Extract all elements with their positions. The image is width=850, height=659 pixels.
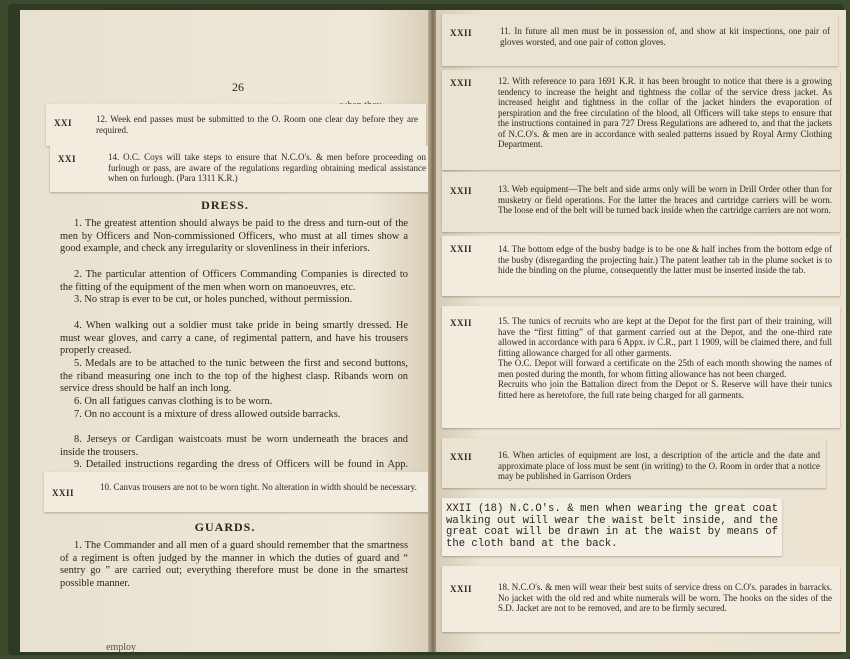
amendment-slip-11	[442, 14, 838, 66]
amendment-slip-18-typed	[442, 498, 782, 556]
dress-para: 7. On no account is a mixture of dress allowed outside barracks.	[74, 409, 341, 420]
amendment-slip-12	[46, 104, 426, 146]
slip-tag: XXII	[450, 28, 473, 38]
page-number: 26	[232, 80, 244, 94]
dress-para: 1. The greatest attention should always be paid to the dress and turn-out of the men by Officers and Non-commissioned Officers, who must at all times show a good example, and check any irregularity or slovenliness in their inferiors.	[60, 218, 408, 255]
slip-tag: XXII	[450, 244, 473, 254]
amendment-slip-14	[442, 236, 840, 296]
slip-text: XXII (18) N.C.O's. & men when wearing the great coat walking out will wear the waist belt inside, and the great coat will be drawn in at the waist by means of the cloth band at the back.	[446, 503, 778, 550]
amendment-slip-15	[442, 306, 840, 428]
slip-text: 14. O.C. Coys will take steps to ensure that N.C.O's. & men before proceeding on furlough or pass, are aware of the regulations regarding obtaining medical assistance when on furlough. (Para 1311 K.R.)	[108, 152, 426, 183]
slip-tag: XXII	[450, 186, 473, 196]
amendment-slip-12	[442, 70, 840, 170]
dress-para: 8. Jerseys or Cardigan waistcoats must be worn underneath the braces and inside the trousers.	[60, 434, 408, 458]
slip-text: 18. N.C.O's. & men will wear their best suits of service dress on C.O's. parades in barracks. No jacket with the old red and white numerals will be worn. The hooks on the sides of the S.D. Jacket are not to be removed, and are to be firmly secured.	[498, 582, 832, 613]
slip-text: 16. When articles of equipment are lost, a description of the article and the date and approximate place of loss must be sent (in writing) to the O. Room in order that a notice may be published in Garrison Orders	[498, 450, 820, 481]
slip-text: 10. Canvas trousers are not to be worn tight. No alteration in width should be necessary.	[100, 482, 417, 492]
slip-tag: XXII	[52, 488, 75, 498]
dress-para: 5. Medals are to be attached to the tunic between the first and second buttons, the riband measuring one inch to the top of the highest clasp. Ribands worn on service dress should be half an inch long.	[60, 358, 408, 395]
guards-para: 1. The Commander and all men of a guard should remember that the smartness of a regiment is often judged by the manner in which the duties of guard and “ sentry go ” are carried out; everything therefore must be done in the smartest possible manner.	[60, 540, 408, 589]
slip-text: 14. The bottom edge of the busby badge is to be one & half inches from the bottom edge of the busby (disregarding the projecting hair.) The patent leather tab in the plume socket is to hide the binding on the plume, consequently the latter must be inserted inside the tab.	[498, 244, 832, 275]
slip-text: 15. The tunics of recruits who are kept at the Depot for the first part of their training, will have the “first fitting” of that garment carried out at the Depot, and the one-third rate allowed in accordance with para 6 Appx. iv C.R., part 1 1909, will be claimed there, and full fitting allowance charged for all other garments. The O.C. Depot will forward a certificate on the 25th of each month showing the names of men posted during the month, for whom fitting allowance has not been charged. Recruits who join the Battalion direct from the Depot or S. Reserve will have their tunics fitted here as heretofore, the full rate being charged for all garments.	[498, 316, 832, 400]
amendment-slip-10	[44, 472, 430, 512]
book	[8, 4, 844, 655]
amendment-slip-13	[442, 172, 840, 232]
dress-para: 2. The particular attention of Officers Commanding Companies is directed to the fitting of the equipment of the men when worn on manoeuvres, etc.	[60, 269, 408, 293]
dress-para: 4. When walking out a soldier must take pride in being smartly dressed. He must wear gloves, and carry a cane, of regimental pattern, and have his trousers properly creased.	[60, 320, 408, 357]
dress-para: 9. Detailed instructions regarding the dress of Officers will be found in App.	[74, 459, 408, 470]
right-page	[436, 10, 846, 652]
slip-tag: XXII	[450, 584, 473, 594]
dress-heading: DRESS.	[201, 198, 249, 212]
amendment-slip-14	[50, 146, 430, 192]
slip-tag: XXII	[450, 452, 473, 462]
slip-text: 12. Week end passes must be submitted to the O. Room one clear day before they are required.	[96, 114, 418, 135]
slip-tag: XXI	[58, 154, 77, 164]
slip-tag: XXII	[450, 78, 473, 88]
dress-para: 6. On all fatigues canvas clothing is to be worn.	[74, 396, 273, 407]
guards-heading: GUARDS.	[194, 520, 256, 534]
slip-text: 12. With reference to para 1691 K.R. it has been brought to notice that there is a growing tendency to increase the height and tightness the collar of the service dress jacket. As increased height and tightness in the collar of the jacket hinders the evaporation of perspiration and the free circulation of the blood, all Officers will take steps to ensure that the instructions contained in para 727 Dress Regulations are adhered to, and that the jackets of N.C.O's. & men are in accordance with sealed patterns issued by Royal Army Clothing Department.	[498, 76, 832, 149]
amendment-slip-18	[442, 566, 840, 632]
dress-para: 3. No strap is ever to be cut, or holes punched, without permission.	[74, 294, 353, 305]
amendment-slip-16	[442, 438, 826, 488]
slip-text: 13. Web equipment—The belt and side arms only will be worn in Drill Order other than for musketry or field operations. For the latter the braces and cartridge carriers will be worn. The loose end of the belt will be turned back inside when the cartridge carriers are not worn.	[498, 184, 832, 215]
slip-tag: XXI	[54, 118, 73, 128]
left-page	[20, 10, 430, 652]
cut-line: employ	[106, 642, 136, 652]
slip-tag: XXII	[450, 318, 473, 328]
slip-text: 11. In future all men must be in possession of, and show at kit inspections, one pair of gloves worsted, and one pair of cotton gloves.	[500, 26, 830, 47]
